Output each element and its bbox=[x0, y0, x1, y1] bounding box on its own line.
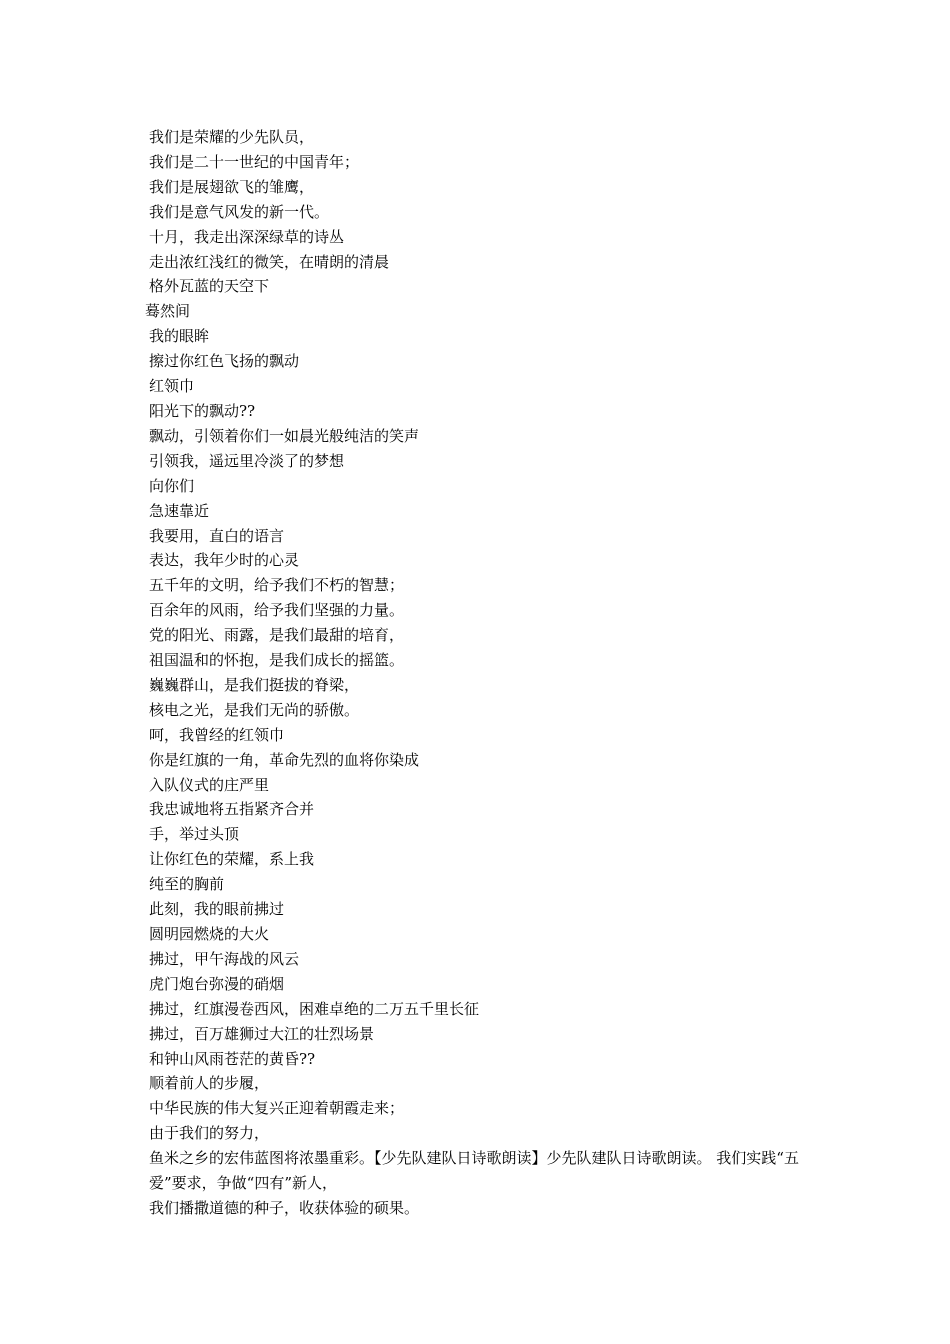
text-line: 蓦然间 bbox=[145, 302, 191, 321]
text-line: 引领我，遥远里冷淡了的梦想 bbox=[149, 451, 345, 470]
text-line: 我们是展翅欲飞的雏鹰， bbox=[149, 177, 315, 196]
text-line: 巍巍群山，是我们挺拔的脊梁， bbox=[149, 675, 360, 694]
text-line: 手，举过头顶 bbox=[149, 825, 240, 844]
text-line: 向你们 bbox=[149, 476, 195, 495]
text-line: 我的眼眸 bbox=[149, 327, 210, 346]
text-line: 我要用，直白的语言 bbox=[149, 526, 285, 545]
text-line: 祖国温和的怀抱，是我们成长的摇篮。 bbox=[149, 651, 405, 670]
text-line: 纯至的胸前 bbox=[149, 875, 225, 894]
text-line: 党的阳光、雨露，是我们最甜的培育， bbox=[149, 626, 405, 645]
text-line: 飘动，引领着你们一如晨光般纯洁的笑声 bbox=[149, 426, 420, 445]
text-line: 百余年的风雨，给予我们坚强的力量。 bbox=[149, 601, 405, 620]
text-line: 我们是荣耀的少先队员， bbox=[149, 128, 315, 146]
text-line: 我忠诚地将五指紧齐合并 bbox=[149, 800, 315, 819]
text-line: 五千年的文明，给予我们不朽的智慧； bbox=[149, 576, 405, 595]
text-line: 我们是意气风发的新一代。 bbox=[149, 202, 330, 221]
text-line: 我们播撒道德的种子，收获体验的硕果。 bbox=[149, 1198, 420, 1217]
text-line: 我们是二十一世纪的中国青年； bbox=[149, 152, 360, 171]
text-line: 格外瓦蓝的天空下 bbox=[149, 277, 270, 296]
text-line: 呵，我曾经的红领巾 bbox=[149, 725, 285, 744]
text-line: 你是红旗的一角，革命先烈的血将你染成 bbox=[149, 750, 420, 769]
poem-text bbox=[145, 125, 810, 1221]
text-paragraph: 鱼米之乡的宏伟蓝图将浓墨重彩。【少先队建队日诗歌朗读】少先队建队日诗歌朗读。 我们实践“五爱”要求，争做“四有”新人， bbox=[149, 1149, 799, 1193]
text-line: 圆明园燃烧的大火 bbox=[149, 925, 270, 943]
text-line: 入队仪式的庄严里 bbox=[149, 775, 270, 794]
text-line: 和钟山风雨苍茫的黄昏?? bbox=[149, 1049, 316, 1068]
text-line: 顺着前人的步履， bbox=[149, 1074, 270, 1093]
text-line: 红领巾 bbox=[149, 377, 195, 396]
text-line: 中华民族的伟大复兴正迎着朝霞走来； bbox=[149, 1099, 405, 1118]
text-line: 让你红色的荣耀，系上我 bbox=[149, 850, 315, 869]
text-line: 此刻，我的眼前拂过 bbox=[149, 900, 285, 919]
text-line: 擦过你红色飞扬的飘动 bbox=[149, 352, 300, 371]
text-line: 急速靠近 bbox=[149, 501, 210, 520]
text-line: 虎门炮台弥漫的硝烟 bbox=[149, 974, 285, 993]
text-line: 走出浓红浅红的微笑，在晴朗的清晨 bbox=[149, 252, 390, 271]
text-line: 表达，我年少时的心灵 bbox=[149, 551, 300, 570]
text-line: 阳光下的飘动?? bbox=[149, 401, 256, 420]
text-line: 核电之光，是我们无尚的骄傲。 bbox=[149, 700, 360, 719]
text-line: 十月，我走出深深绿草的诗丛 bbox=[149, 227, 345, 246]
text-line: 拂过，甲午海战的风云 bbox=[149, 949, 300, 968]
text-line: 拂过，百万雄狮过大江的壮烈场景 bbox=[149, 1024, 375, 1043]
text-line: 由于我们的努力， bbox=[149, 1124, 270, 1143]
text-line: 拂过，红旗漫卷西风，困难卓绝的二万五千里长征 bbox=[149, 999, 480, 1018]
